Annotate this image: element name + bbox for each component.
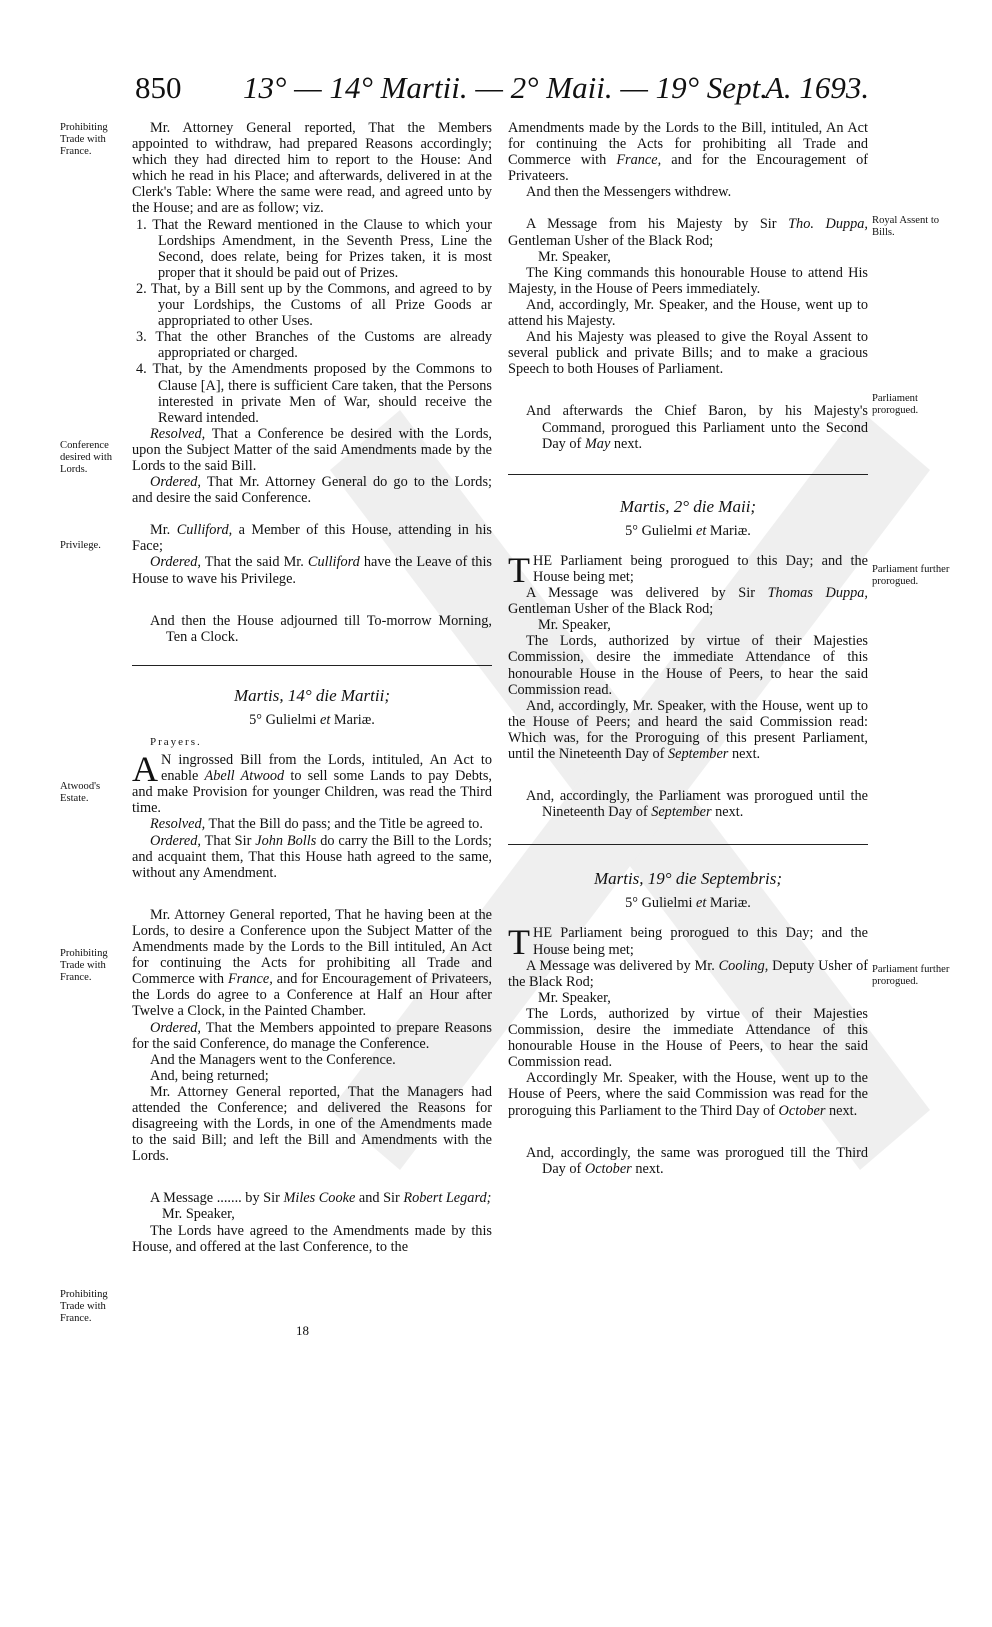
header-dates: 13° — 14° Martii. — 2° Maii. — 19° Sept. [243,70,768,105]
lords-commission: The Lords, authorized by virtue of their Majesties Commission, desire the immediate Attendance of this honourable House in the House of Peers, to hear the said Commission read. [508,633,868,698]
address-speaker: Mr. Speaker, [162,1206,235,1223]
king-commands: The King commands this honourable House to attend His Majesty, in the House of Peers immediately. [508,264,868,297]
address-speaker-1: Mr. Speaker, [538,248,611,265]
right-column [508,120,868,1177]
ordered-carry-bill: Ordered, That Sir John Bolls do carry the Bill to the Lords; and acquaint them, That this House hath agreed to the same, without any Amendment. [132,832,492,881]
prorogued-to-september: And, accordingly, the Parliament was prorogued until the Nineteenth Day of September next. [526,788,868,821]
left-column [132,120,492,1255]
resolved-conference: Resolved, That a Conference be desired with the Lords, upon the Subject Matter of the said Amendments made by the Lords to the said Bill. [132,425,492,474]
section-rule-2 [508,474,868,475]
regnal-year-3: 5° Gulielmi et Mariæ. [625,895,751,912]
house-went-up: And, accordingly, Mr. Speaker, and the House, went up to attend his Majesty. [508,296,868,330]
reason-2: 2. That, by a Bill sent up by the Commons, and agreed to by your Lordships, the Customs of all Prize Goods ar appropriated to other Uses. [136,280,492,330]
address-speaker-2: Mr. Speaker, [538,617,611,634]
lords-agreed: The Lords have agreed to the Amendments made by this House, and offered at the last Conference, to the [132,1222,492,1255]
message-majesty: A Message from his Majesty by Sir Tho. Duppa, Gentleman Usher of the Black Rod; [508,216,868,249]
culliford-attending: Mr. Culliford, a Member of this House, attending in his Face; [132,522,492,555]
margin-note-prohibiting-trade-3: Prohibiting Trade with France. [60,1289,108,1324]
regnal-year-2: 5° Gulielmi et Mariæ. [625,522,751,539]
running-header [125,70,895,110]
message-lords: A Message ....... by Sir Miles Cooke and Sir Robert Legard; [150,1190,492,1207]
address-speaker-3: Mr. Speaker, [538,989,611,1006]
margin-note-privilege: Privilege. [60,540,101,551]
commission-read-may: And, accordingly, Mr. Speaker, with the House, went up to the House of Peers; and heard the said Commission read: Which was, for the Proroguing of this present Parliament, until the Nineteenth Day of September next. [508,697,868,762]
margin-note-prohibiting-trade: Prohibiting Trade with France. [60,122,108,157]
ordered-culliford: Ordered, That the said Mr. Culliford have the Leave of this House to wave his Privilege. [132,554,492,587]
royal-assent: And his Majesty was pleased to give the Royal Assent to several publick and private Bills; and to make a gracious Speech to both Houses of Parliament. [508,329,868,378]
margin-note-further-prorogued-2: Parliament further prorogued. [872,964,950,987]
section-rule [132,665,492,666]
header-year: A. 1693. [765,70,870,105]
prorogued-to-may: And afterwards the Chief Baron, by his Majesty's Command, prorogued this Parliament unto the Second Day of May next. [526,403,868,452]
margin-note-conference: Conference desired with Lords. [60,440,113,475]
margin-note-atwood-estate: Atwood's Estate. [60,781,101,804]
being-returned: And, being returned; [150,1067,269,1084]
margin-note-prohibiting-trade-2: Prohibiting Trade with France. [60,948,108,983]
parliament-met-sept: THE Parliament being prorogued to this Day; and the House being met; [508,922,868,963]
atwood-bill: A N ingrossed Bill from the Lords, intituled, An Act to enable Abell Atwood to sell some Lands to pay Debts, and make Provision for younger Children, was read the Third time. [132,749,493,817]
margin-note-royal-assent: Royal Assent to Bills. [872,215,940,238]
prayers-heading: Prayers. [150,736,202,748]
margin-note-prorogued: Parliament prorogued. [872,393,919,416]
lords-commission-2: The Lords, authorized by virtue of their Majesties Commission, desire the immediate Attendance of this honourable House in the House of Peers, to hear the said Commission read. [508,1005,868,1071]
date-heading-19-sept: Martis, 19° die Septembris; [593,869,783,889]
messengers-withdrew: And then the Messengers withdrew. [526,184,732,201]
ordered-conference: Ordered, That Mr. Attorney General do go to the Lords; and desire the said Conference. [132,474,492,507]
report-conference-agreed: Mr. Attorney General reported, That he having been at the Lords, to desire a Conference upon the Subject Matter of the Amendments made by the Lords to the Bill intituled, An Act for continuing the Acts for prohibiting all Trade and Commerce with France, and for Encouragement of Privateers, the Lords do agree to a Conference at Half an Hour after Twelve a Clock, in the Painted Chamber. [132,906,492,1020]
reason-3: 3. That the other Branches of the Customs are already appropriated or charged. [136,329,492,362]
catchword: 18 [296,1323,309,1338]
resolved-pass: Resolved, That the Bill do pass; and the Title be agreed to. [150,816,483,833]
ordered-manage: Ordered, That the Members appointed to prepare Reasons for the said Conference, do manage the Conference. [132,1019,492,1052]
page-number: 850 [135,70,182,105]
managers-went: And the Managers went to the Conference. [150,1051,396,1068]
parliament-met-may: THE Parliament being prorogued to this Day; and the House being met; [508,549,868,590]
continued-amendments: Amendments made by the Lords to the Bill, intituled, An Act for continuing the Acts for prohibiting all Trade and Commerce with France, and for the Encouragement of Privateers. [508,120,869,185]
margin-note-further-prorogued: Parliament further prorogued. [872,564,950,587]
drop-cap: A [132,749,158,790]
commission-read-sept: Accordingly Mr. Speaker, with the House, went up to the House of Peers, where the said Commission was read for the proroguing this Parliament to the Third Day of October next. [508,1070,868,1119]
message-duppa: A Message was delivered by Sir Thomas Duppa, Gentleman Usher of the Black Rod; [508,585,868,618]
section-rule-3 [508,844,868,845]
house-adjourned: And then the House adjourned till To-morrow Morning, Ten a Clock. [150,612,492,645]
prorogued-to-october: And, accordingly, the same was prorogued till the Third Day of October next. [526,1144,868,1177]
drop-cap-t: T [508,549,530,590]
message-cooling: A Message was delivered by Mr. Cooling, Deputy Usher of the Black Rod; [508,957,868,990]
report-managers: Mr. Attorney General reported, That the Managers had attended the Conference; and delivered the Reasons for disagreeing with the Lords, in one of the Amendments made to the said Bill; and left the Bill and Amendments with the Lords. [132,1083,492,1165]
reason-1: 1. That the Reward mentioned in the Clause to which your Lordships Amendment, in the Seventh Press, Line the Second, does relate, being for Prizes taken, it is most proper that it should be paid out of Prizes. [136,216,492,281]
drop-cap-t-2: T [508,922,530,963]
regnal-year: 5° Gulielmi et Mariæ. [249,711,375,728]
date-heading-2-may: Martis, 2° die Maii; [619,496,757,516]
date-heading-14-march: Martis, 14° die Martii; [233,685,390,705]
reason-4: 4. That, by the Amendments proposed by the Commons to Clause [A], there is sufficient Care taken, that the Persons interested in private Men of War, should receive the Reward intended. [136,361,492,426]
report-reasons: Mr. Attorney General reported, That the Members appointed to withdraw, had prepared Reasons accordingly; which they had directed him to report to the House: And which he read in his Place; and afterwards, delivered in at the Clerk's Table: Where the same were read, and agreed unto by the House; and are as follow; viz. [132,120,492,217]
